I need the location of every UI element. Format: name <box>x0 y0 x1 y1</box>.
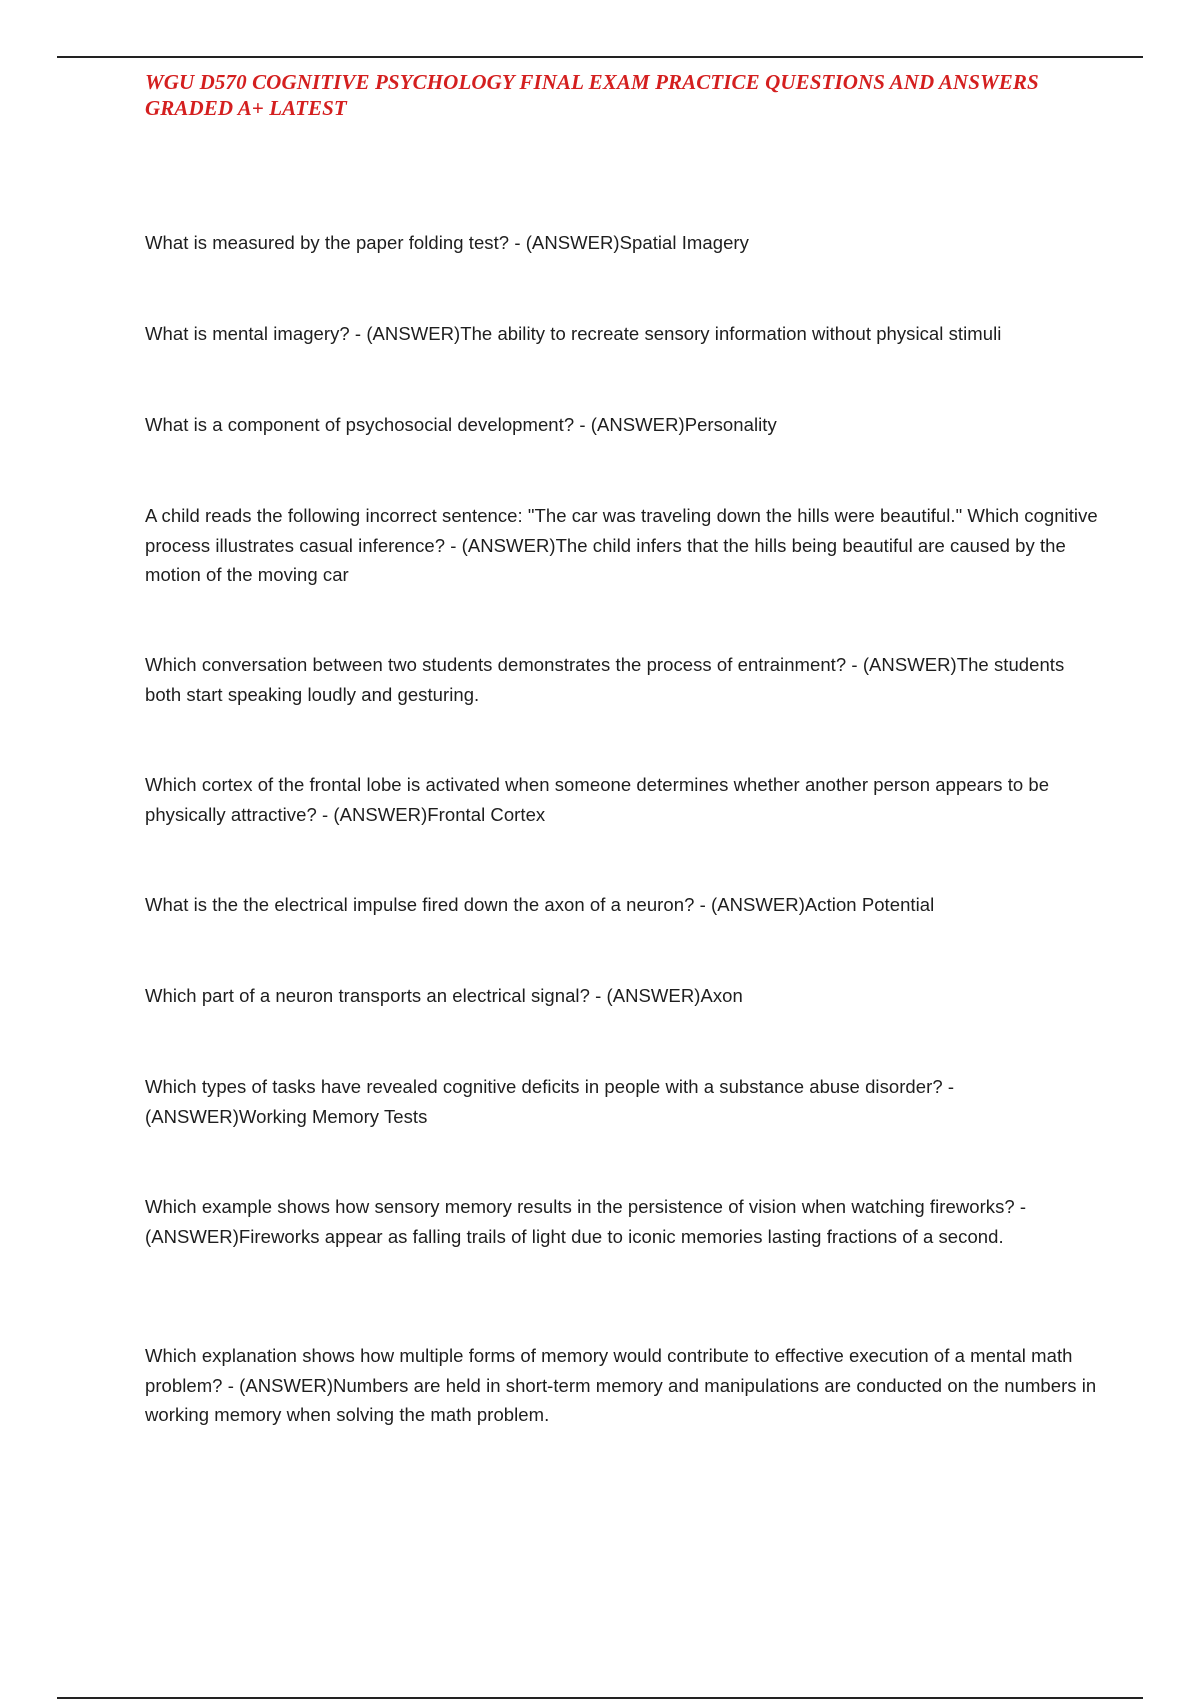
answer-tag: (ANSWER) <box>711 894 805 915</box>
answer-text: Axon <box>700 985 743 1006</box>
qa-item-6 <box>145 770 1105 829</box>
answer-text: Spatial Imagery <box>619 232 749 253</box>
answer-tag: (ANSWER) <box>239 1374 334 1396</box>
answer-text: Action Potential <box>804 894 935 915</box>
qa-item-3 <box>145 410 1105 440</box>
answer-text: Fireworks appear as falling trails of light due to iconic memories lasting fractions of a second. <box>238 1225 1004 1247</box>
question-text: Which cortex of the frontal lobe is activated when someone determines whether another person appears to be physically attractive? - <box>145 774 1050 825</box>
qa-item-2 <box>145 319 1105 349</box>
answer-tag: (ANSWER) <box>590 414 685 435</box>
answer-tag: (ANSWER) <box>145 1225 239 1247</box>
answer-text: Personality <box>684 414 777 435</box>
document-title: WGU D570 COGNITIVE PSYCHOLOGY FINAL EXAM PRACTICE QUESTIONS AND ANSWERS GRADED A+ LATEST <box>145 70 1039 120</box>
answer-tag: (ANSWER) <box>366 323 461 344</box>
answer-text: Numbers are held in short-term memory and manipulations are conducted on the numbers in working memory when solving the math problem. <box>145 1374 1097 1425</box>
answer-tag: (ANSWER) <box>525 232 620 253</box>
question-text: What is measured by the paper folding test? - <box>145 232 526 253</box>
answer-tag: (ANSWER) <box>461 534 556 556</box>
answer-text: Working Memory Tests <box>238 1105 428 1127</box>
qa-item-8 <box>145 981 1105 1011</box>
qa-item-10 <box>145 1192 1105 1251</box>
answer-tag: (ANSWER) <box>862 654 957 675</box>
answer-text: The students both start speaking loudly and gesturing. <box>145 654 1065 705</box>
answer-tag: (ANSWER) <box>333 803 428 825</box>
answer-tag: (ANSWER) <box>606 985 701 1006</box>
question-text: What is the the electrical impulse fired down the axon of a neuron? - <box>145 894 711 915</box>
qa-item-4 <box>145 501 1105 590</box>
answer-text: The child infers that the hills being beautiful are caused by the motion of the moving car <box>145 534 1066 585</box>
bottom-rule <box>57 1697 1143 1699</box>
question-text: Which types of tasks have revealed cognitive deficits in people with a substance abuse disorder? - <box>145 1076 955 1097</box>
answer-text: Frontal Cortex <box>427 803 546 825</box>
qa-item-1 <box>145 228 1105 258</box>
qa-item-11 <box>145 1341 1105 1430</box>
top-rule <box>57 56 1143 58</box>
qa-item-9 <box>145 1072 1105 1131</box>
question-text: Which conversation between two students demonstrates the process of entrainment? - <box>145 654 863 675</box>
question-text: What is a component of psychosocial development? - <box>145 414 591 435</box>
question-text: Which explanation shows how multiple forms of memory would contribute to effective execution of a mental math problem? - <box>145 1345 1073 1396</box>
question-text: A child reads the following incorrect sentence: "The car was traveling down the hills were beautiful." Which cognitive process illustrates casual inference? - <box>145 505 1098 556</box>
question-text: Which part of a neuron transports an electrical signal? - <box>145 985 607 1006</box>
qa-item-5 <box>145 650 1105 709</box>
question-text: Which example shows how sensory memory results in the persistence of vision when watching fireworks? - <box>145 1196 1027 1217</box>
qa-item-7 <box>145 890 1105 920</box>
answer-text: The ability to recreate sensory information without physical stimuli <box>460 323 1002 344</box>
question-text: What is mental imagery? - <box>145 323 367 344</box>
answer-tag: (ANSWER) <box>145 1105 239 1127</box>
